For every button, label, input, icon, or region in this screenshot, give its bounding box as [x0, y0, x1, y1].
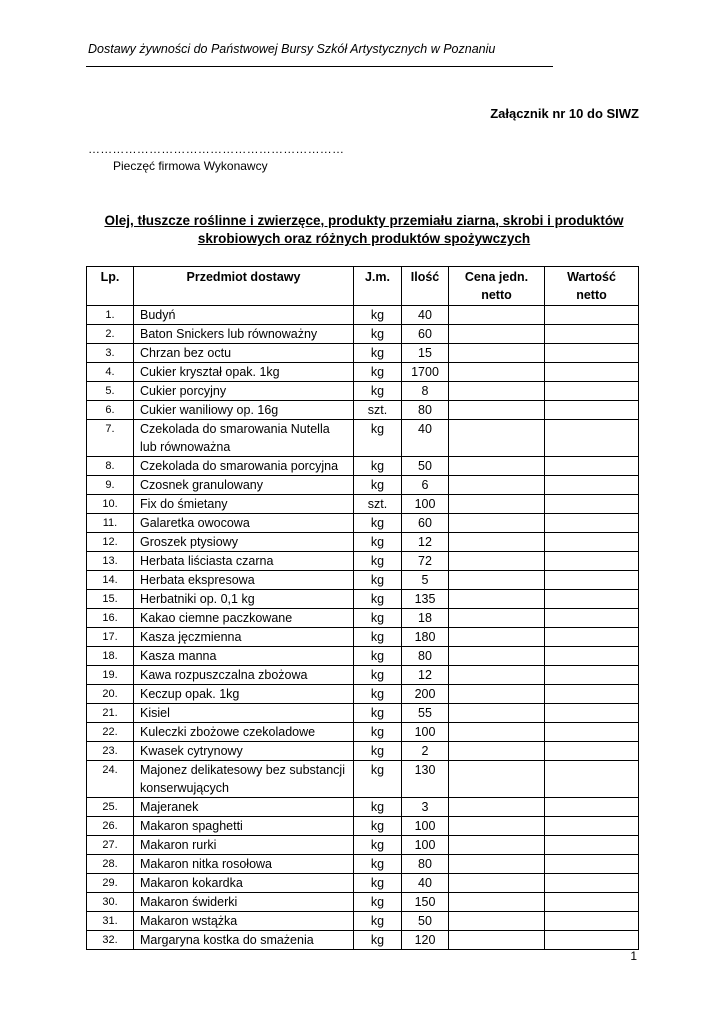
row-lp: 21.	[87, 704, 134, 723]
row-unit: kg	[354, 761, 402, 798]
row-item-name: Kwasek cytrynowy	[134, 742, 354, 761]
table-row	[87, 306, 639, 325]
row-quantity: 100	[402, 836, 449, 855]
header-unit: J.m.	[354, 267, 402, 306]
row-item-name: Makaron kokardka	[134, 874, 354, 893]
row-value-net	[545, 666, 639, 685]
row-unit-price-net	[449, 609, 545, 628]
row-lp: 1.	[87, 306, 134, 325]
row-item-name: Majonez delikatesowy bez substancji konserwujących	[134, 761, 354, 798]
row-unit: szt.	[354, 495, 402, 514]
row-unit-price-net	[449, 382, 545, 401]
row-value-net	[545, 571, 639, 590]
row-item-name: Makaron wstążka	[134, 912, 354, 931]
header-value-line2: netto	[576, 288, 607, 302]
row-unit-price-net	[449, 476, 545, 495]
row-unit: kg	[354, 798, 402, 817]
row-value-net	[545, 382, 639, 401]
row-lp: 23.	[87, 742, 134, 761]
row-item-name: Makaron świderki	[134, 893, 354, 912]
row-unit-price-net	[449, 742, 545, 761]
table-row	[87, 382, 639, 401]
row-item-name: Groszek ptysiowy	[134, 533, 354, 552]
row-unit-price-net	[449, 704, 545, 723]
table-row	[87, 628, 639, 647]
table-row	[87, 666, 639, 685]
row-unit-price-net	[449, 325, 545, 344]
table-header-row	[87, 267, 639, 306]
row-unit-price-net	[449, 912, 545, 931]
row-value-net	[545, 514, 639, 533]
row-value-net	[545, 325, 639, 344]
row-unit: kg	[354, 931, 402, 950]
table-row	[87, 855, 639, 874]
row-lp: 30.	[87, 893, 134, 912]
row-value-net	[545, 628, 639, 647]
header-lp: Lp.	[87, 267, 134, 306]
row-unit-price-net	[449, 893, 545, 912]
row-quantity: 80	[402, 647, 449, 666]
header-qty: Ilość	[402, 267, 449, 306]
row-unit-price-net	[449, 874, 545, 893]
row-unit: kg	[354, 742, 402, 761]
table-row	[87, 817, 639, 836]
row-lp: 4.	[87, 363, 134, 382]
row-value-net	[545, 742, 639, 761]
row-quantity: 55	[402, 704, 449, 723]
row-item-name: Galaretka owocowa	[134, 514, 354, 533]
table-row	[87, 401, 639, 420]
row-unit-price-net	[449, 685, 545, 704]
row-value-net	[545, 476, 639, 495]
row-unit-price-net	[449, 628, 545, 647]
table-row	[87, 836, 639, 855]
row-quantity: 72	[402, 552, 449, 571]
row-quantity: 120	[402, 931, 449, 950]
row-unit: kg	[354, 874, 402, 893]
row-unit: kg	[354, 628, 402, 647]
row-unit: kg	[354, 325, 402, 344]
table-row	[87, 723, 639, 742]
row-value-net	[545, 590, 639, 609]
table-row	[87, 761, 639, 798]
row-value-net	[545, 306, 639, 325]
row-quantity: 130	[402, 761, 449, 798]
table-row	[87, 893, 639, 912]
row-lp: 24.	[87, 761, 134, 798]
row-lp: 18.	[87, 647, 134, 666]
row-quantity: 180	[402, 628, 449, 647]
row-value-net	[545, 609, 639, 628]
row-quantity: 6	[402, 476, 449, 495]
row-unit: kg	[354, 893, 402, 912]
row-unit: kg	[354, 590, 402, 609]
row-item-name: Kasza jęczmienna	[134, 628, 354, 647]
table-row	[87, 363, 639, 382]
row-item-name: Czekolada do smarowania porcyjna	[134, 457, 354, 476]
row-unit: kg	[354, 666, 402, 685]
row-unit: kg	[354, 647, 402, 666]
table-row	[87, 609, 639, 628]
row-unit: kg	[354, 514, 402, 533]
row-item-name: Cukier porcyjny	[134, 382, 354, 401]
header-price-line2: netto	[481, 288, 512, 302]
row-unit: kg	[354, 382, 402, 401]
row-unit-price-net	[449, 723, 545, 742]
row-quantity: 100	[402, 723, 449, 742]
row-item-name: Herbatniki op. 0,1 kg	[134, 590, 354, 609]
row-lp: 20.	[87, 685, 134, 704]
table-row	[87, 533, 639, 552]
row-unit: kg	[354, 855, 402, 874]
row-unit-price-net	[449, 817, 545, 836]
row-lp: 32.	[87, 931, 134, 950]
row-value-net	[545, 704, 639, 723]
row-lp: 14.	[87, 571, 134, 590]
table-row	[87, 571, 639, 590]
row-quantity: 15	[402, 344, 449, 363]
row-unit: kg	[354, 817, 402, 836]
row-quantity: 40	[402, 874, 449, 893]
row-unit-price-net	[449, 495, 545, 514]
row-lp: 6.	[87, 401, 134, 420]
row-lp: 10.	[87, 495, 134, 514]
row-unit-price-net	[449, 647, 545, 666]
row-lp: 28.	[87, 855, 134, 874]
row-unit: kg	[354, 704, 402, 723]
header-divider	[86, 66, 553, 67]
row-lp: 29.	[87, 874, 134, 893]
row-lp: 16.	[87, 609, 134, 628]
row-quantity: 150	[402, 893, 449, 912]
row-unit: kg	[354, 306, 402, 325]
row-quantity: 60	[402, 514, 449, 533]
row-value-net	[545, 647, 639, 666]
row-lp: 25.	[87, 798, 134, 817]
row-unit: kg	[354, 457, 402, 476]
row-unit-price-net	[449, 798, 545, 817]
row-value-net	[545, 723, 639, 742]
row-unit-price-net	[449, 420, 545, 457]
section-title: Olej, tłuszcze roślinne i zwierzęce, produkty przemiału ziarna, skrobi i produktów skrobiowych oraz różnych produktów spożywczych	[104, 213, 624, 246]
row-item-name: Budyń	[134, 306, 354, 325]
row-value-net	[545, 893, 639, 912]
row-item-name: Czosnek granulowany	[134, 476, 354, 495]
row-item-name: Makaron rurki	[134, 836, 354, 855]
row-unit-price-net	[449, 761, 545, 798]
row-quantity: 12	[402, 533, 449, 552]
row-unit: kg	[354, 420, 402, 457]
row-item-name: Cukier kryształ opak. 1kg	[134, 363, 354, 382]
row-value-net	[545, 457, 639, 476]
row-quantity: 40	[402, 420, 449, 457]
table-row	[87, 874, 639, 893]
row-lp: 2.	[87, 325, 134, 344]
stamp-placeholder-dots: ………………………………………………………	[88, 142, 345, 156]
row-item-name: Fix do śmietany	[134, 495, 354, 514]
row-quantity: 12	[402, 666, 449, 685]
row-lp: 5.	[87, 382, 134, 401]
row-value-net	[545, 836, 639, 855]
row-lp: 15.	[87, 590, 134, 609]
row-quantity: 50	[402, 457, 449, 476]
row-value-net	[545, 931, 639, 950]
header-price-line1: Cena jedn.	[464, 270, 529, 284]
row-unit: kg	[354, 571, 402, 590]
row-lp: 31.	[87, 912, 134, 931]
row-unit: kg	[354, 533, 402, 552]
row-unit-price-net	[449, 571, 545, 590]
table-row	[87, 742, 639, 761]
row-unit-price-net	[449, 836, 545, 855]
row-unit: kg	[354, 363, 402, 382]
row-unit-price-net	[449, 666, 545, 685]
row-item-name: Kawa rozpuszczalna zbożowa	[134, 666, 354, 685]
attachment-label: Załącznik nr 10 do SIWZ	[490, 106, 639, 121]
row-unit-price-net	[449, 457, 545, 476]
row-quantity: 80	[402, 855, 449, 874]
row-unit-price-net	[449, 855, 545, 874]
row-unit: kg	[354, 476, 402, 495]
row-value-net	[545, 533, 639, 552]
row-unit-price-net	[449, 401, 545, 420]
row-value-net	[545, 874, 639, 893]
table-row	[87, 704, 639, 723]
row-lp: 12.	[87, 533, 134, 552]
table-row	[87, 912, 639, 931]
table-body	[87, 306, 639, 950]
row-quantity: 18	[402, 609, 449, 628]
row-unit-price-net	[449, 344, 545, 363]
row-item-name: Kasza manna	[134, 647, 354, 666]
row-value-net	[545, 761, 639, 798]
row-quantity: 1700	[402, 363, 449, 382]
row-quantity: 60	[402, 325, 449, 344]
row-unit: kg	[354, 552, 402, 571]
row-lp: 8.	[87, 457, 134, 476]
row-value-net	[545, 363, 639, 382]
row-value-net	[545, 420, 639, 457]
table-row	[87, 457, 639, 476]
row-quantity: 50	[402, 912, 449, 931]
table-row	[87, 420, 639, 457]
row-lp: 7.	[87, 420, 134, 457]
row-item-name: Cukier waniliowy op. 16g	[134, 401, 354, 420]
table-row	[87, 344, 639, 363]
row-value-net	[545, 552, 639, 571]
row-quantity: 200	[402, 685, 449, 704]
row-unit-price-net	[449, 306, 545, 325]
items-table	[86, 266, 639, 950]
row-unit: kg	[354, 912, 402, 931]
row-unit: kg	[354, 609, 402, 628]
row-quantity: 2	[402, 742, 449, 761]
row-value-net	[545, 912, 639, 931]
row-value-net	[545, 495, 639, 514]
header-value-line1: Wartość	[567, 270, 616, 284]
row-item-name: Makaron spaghetti	[134, 817, 354, 836]
row-item-name: Margaryna kostka do smażenia	[134, 931, 354, 950]
table-row	[87, 647, 639, 666]
row-unit: kg	[354, 685, 402, 704]
row-lp: 27.	[87, 836, 134, 855]
row-lp: 26.	[87, 817, 134, 836]
row-lp: 13.	[87, 552, 134, 571]
row-unit: kg	[354, 723, 402, 742]
row-unit-price-net	[449, 363, 545, 382]
table-row	[87, 495, 639, 514]
row-unit-price-net	[449, 533, 545, 552]
row-unit-price-net	[449, 931, 545, 950]
row-item-name: Herbata liściasta czarna	[134, 552, 354, 571]
row-item-name: Kisiel	[134, 704, 354, 723]
row-unit-price-net	[449, 552, 545, 571]
row-quantity: 100	[402, 495, 449, 514]
header-item: Przedmiot dostawy	[134, 267, 354, 306]
row-item-name: Chrzan bez octu	[134, 344, 354, 363]
table-row	[87, 325, 639, 344]
row-quantity: 40	[402, 306, 449, 325]
row-item-name: Majeranek	[134, 798, 354, 817]
row-item-name: Keczup opak. 1kg	[134, 685, 354, 704]
row-value-net	[545, 817, 639, 836]
row-quantity: 135	[402, 590, 449, 609]
row-quantity: 80	[402, 401, 449, 420]
row-unit-price-net	[449, 590, 545, 609]
row-lp: 11.	[87, 514, 134, 533]
header-price	[449, 267, 545, 306]
row-lp: 17.	[87, 628, 134, 647]
row-value-net	[545, 685, 639, 704]
table-row	[87, 476, 639, 495]
row-quantity: 3	[402, 798, 449, 817]
row-unit: kg	[354, 344, 402, 363]
table-row	[87, 931, 639, 950]
row-quantity: 8	[402, 382, 449, 401]
header-value	[545, 267, 639, 306]
page-number: 1	[630, 949, 637, 963]
table-row	[87, 798, 639, 817]
row-item-name: Kakao ciemne paczkowane	[134, 609, 354, 628]
row-item-name: Czekolada do smarowania Nutella lub równoważna	[134, 420, 354, 457]
row-unit: kg	[354, 836, 402, 855]
row-unit: szt.	[354, 401, 402, 420]
row-value-net	[545, 798, 639, 817]
table-row	[87, 590, 639, 609]
row-value-net	[545, 344, 639, 363]
row-value-net	[545, 855, 639, 874]
row-value-net	[545, 401, 639, 420]
table-row	[87, 514, 639, 533]
row-lp: 19.	[87, 666, 134, 685]
row-lp: 3.	[87, 344, 134, 363]
row-quantity: 100	[402, 817, 449, 836]
row-quantity: 5	[402, 571, 449, 590]
table-row	[87, 552, 639, 571]
row-item-name: Kuleczki zbożowe czekoladowe	[134, 723, 354, 742]
table-row	[87, 685, 639, 704]
row-unit-price-net	[449, 514, 545, 533]
row-lp: 9.	[87, 476, 134, 495]
row-lp: 22.	[87, 723, 134, 742]
stamp-label: Pieczęć firmowa Wykonawcy	[113, 159, 268, 173]
row-item-name: Makaron nitka rosołowa	[134, 855, 354, 874]
row-item-name: Herbata ekspresowa	[134, 571, 354, 590]
document-header-title: Dostawy żywności do Państwowej Bursy Szkół Artystycznych w Poznaniu	[88, 42, 496, 56]
row-item-name: Baton Snickers lub równoważny	[134, 325, 354, 344]
